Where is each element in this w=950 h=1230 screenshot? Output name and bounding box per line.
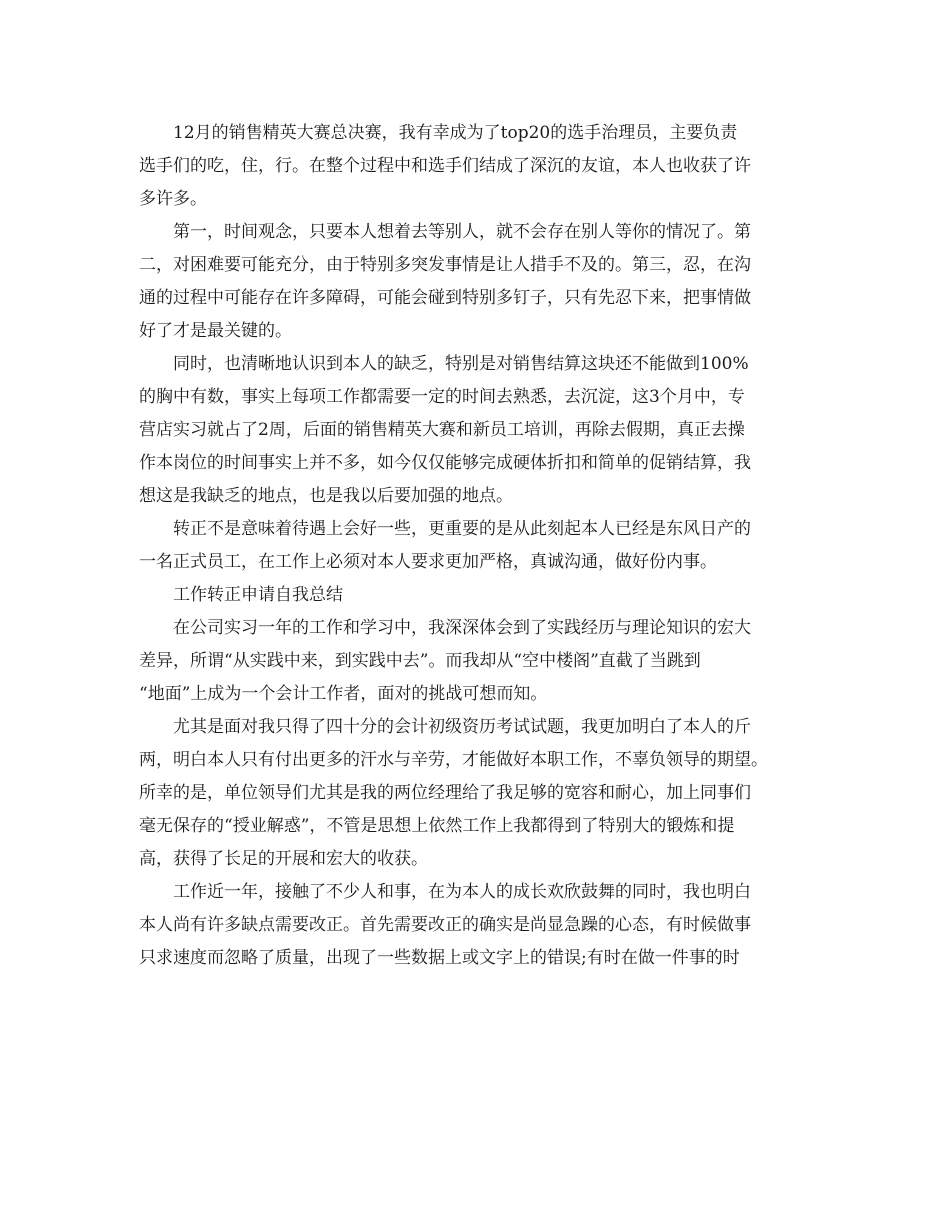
text-line: 工作转正申请自我总结	[173, 585, 343, 605]
text-line: 毫无保存的“授业解惑”，不管是思想上依然工作上我都得到了特别大的锻炼和提	[139, 816, 735, 836]
text-line: 高，获得了长足的开展和宏大的收获。	[139, 849, 428, 869]
text-line: 一名正式员工，在工作上必须对本人要求更加严格，真诚沟通，做好份内事。	[139, 552, 717, 572]
text-line: 只求速度而忽略了质量，出现了一些数据上或文字上的错误;有时在做一件事的时	[139, 948, 740, 968]
text-line: 两，明白本人只有付出更多的汗水与辛劳，才能做好本职工作，不辜负领导的期望。	[139, 750, 768, 770]
text-line: 作本岗位的时间事实上并不多，如今仅仅能够完成硬体折扣和简单的促销结算，我	[139, 453, 751, 473]
text-line: 的胸中有数，事实上每项工作都需要一定的时间去熟悉，去沉淀，这3个月中，专	[139, 387, 745, 407]
text-line: 12月的销售精英大赛总决赛，我有幸成为了top20的选手治理员，主要负责	[173, 123, 738, 143]
text-line: 在公司实习一年的工作和学习中，我深深体会到了实践经历与理论知识的宏大	[173, 618, 751, 638]
text-line: 工作近一年，接触了不少人和事，在为本人的成长欢欣鼓舞的同时，我也明白	[173, 882, 751, 902]
text-line: 选手们的吃，住，行。在整个过程中和选手们结成了深沉的友谊，本人也收获了许	[139, 156, 751, 176]
text-line: 营店实习就占了2周，后面的销售精英大赛和新员工培训，再除去假期，真正去操	[139, 420, 745, 440]
text-line: 第一，时间观念，只要本人想着去等别人，就不会存在别人等你的情况了。第	[173, 222, 751, 242]
text-line: 二，对困难要可能充分，由于特别多突发事情是让人措手不及的。第三，忍，在沟	[139, 255, 751, 275]
text-line: 尤其是面对我只得了四十分的会计初级资历考试试题，我更加明白了本人的斤	[173, 717, 751, 737]
text-line: 通的过程中可能存在许多障碍，可能会碰到特别多钉子，只有先忍下来，把事情做	[139, 288, 751, 308]
text-line: 好了才是最关键的。	[139, 321, 292, 341]
text-line: 所幸的是，单位领导们尤其是我的两位经理给了我足够的宽容和耐心，加上同事们	[139, 783, 751, 803]
text-line: 想这是我缺乏的地点，也是我以后要加强的地点。	[139, 486, 513, 506]
text-line: 多许多。	[139, 189, 207, 209]
text-line: 转正不是意味着待遇上会好一些，更重要的是从此刻起本人已经是东风日产的	[173, 519, 751, 539]
text-line: 同时，也清晰地认识到本人的缺乏，特别是对销售结算这块还不能做到100%	[173, 354, 749, 374]
text-line: 本人尚有许多缺点需要改正。首先需要改正的确实是尚显急躁的心态，有时候做事	[139, 915, 751, 935]
text-line: “地面”上成为一个会计工作者，面对的挑战可想而知。	[139, 684, 548, 704]
text-line: 差异，所谓“从实践中来，到实践中去”。而我却从“空中楼阁”直截了当跳到	[139, 651, 701, 671]
document-body	[139, 117, 811, 975]
